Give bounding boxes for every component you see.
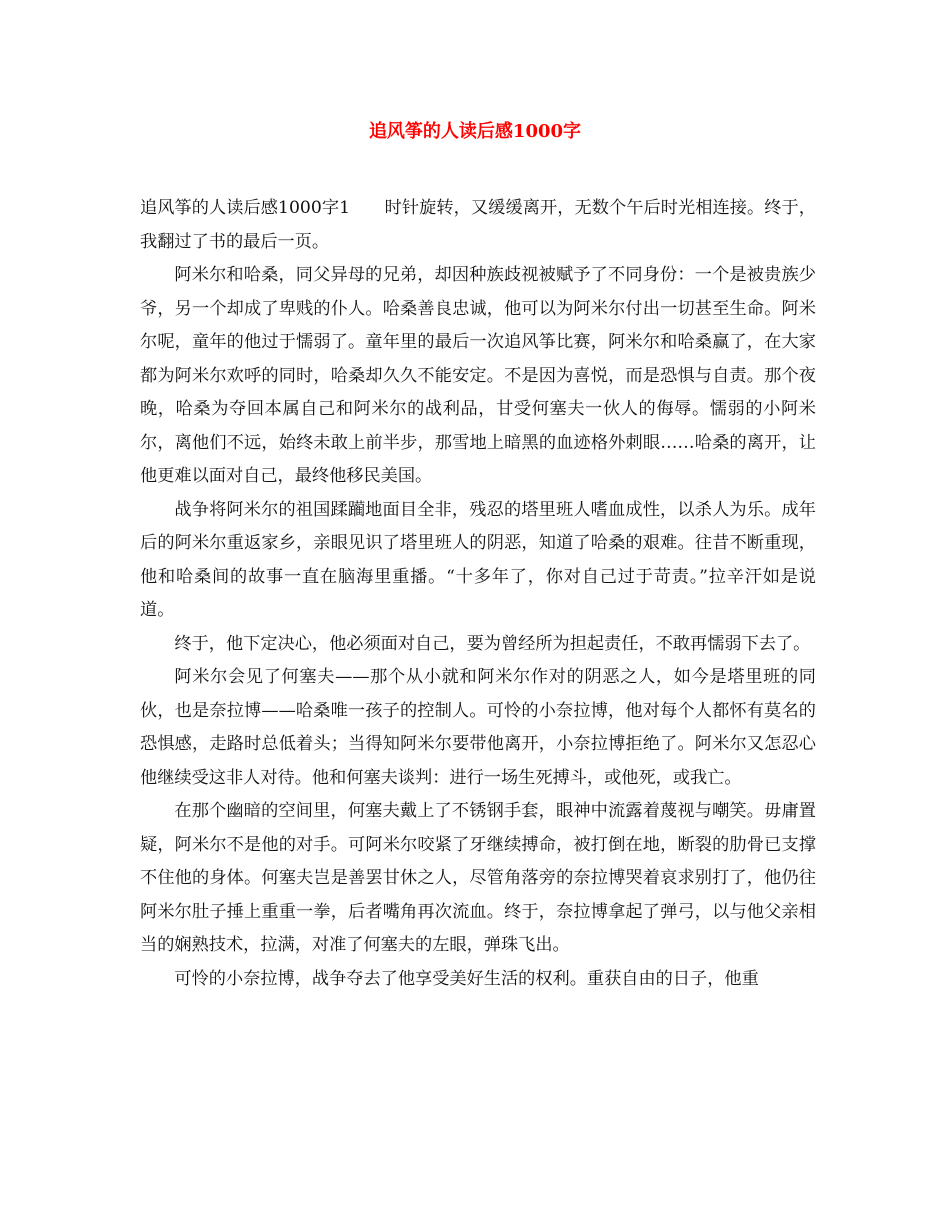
paragraph: 战争将阿米尔的祖国蹂躏地面目全非，残忍的塔里班人嗜血成性，以杀人为乐。成年后的阿米尔重返家乡，亲眼见识了塔里班人的阴恶，知道了哈桑的艰难。往昔不断重现，他和哈桑间的故事一直在脑海里重播。“十多年了，你对自己过于苛责。”拉辛汗如是说道。 (140, 499, 816, 620)
document-title: 追风筝的人读后感1000字 (368, 121, 582, 142)
paragraph: 阿米尔和哈桑，同父异母的兄弟，却因种族歧视被赋予了不同身份：一个是被贵族少爷，另一个却成了卑贱的仆人。哈桑善良忠诚，他可以为阿米尔付出一切甚至生命。阿米尔呢，童年的他过于懦弱了。童年里的最后一次追风筝比赛，阿米尔和哈桑赢了，在大家都为阿米尔欢呼的同时，哈桑却久久不能安定。不是因为喜悦，而是恐惧与自责。那个夜晚，哈桑为夺回本属自己和阿米尔的战利品，甘受何塞夫一伙人的侮辱。懦弱的小阿米尔，离他们不远，始终未敢上前半步，那雪地上暗黑的血迹格外刺眼……哈桑的离开，让他更难以面对自己，最终他移民美国。 (140, 265, 816, 486)
paragraph: 阿米尔会见了何塞夫——那个从小就和阿米尔作对的阴恶之人，如今是塔里班的同伙，也是奈拉博——哈桑唯一孩子的控制人。可怜的小奈拉博，他对每个人都怀有莫名的恐惧感，走路时总低着头；当得知阿米尔要带他离开，小奈拉博拒绝了。阿米尔又怎忍心他继续受这非人对待。他和何塞夫谈判：进行一场生死搏斗，或他死，或我亡。 (140, 667, 816, 788)
document-body (140, 192, 816, 996)
paragraph: 终于，他下定决心，他必须面对自己，要为曾经所为担起责任，不敢再懦弱下去了。 (174, 633, 811, 654)
paragraph: 在那个幽暗的空间里，何塞夫戴上了不锈钢手套，眼神中流露着蔑视与嘲笑。毋庸置疑，阿米尔不是他的对手。可阿米尔咬紧了牙继续搏命，被打倒在地，断裂的肋骨已支撑不住他的身体。何塞夫岂是善罢甘休之人，尽管角落旁的奈拉博哭着哀求别打了，他仍往阿米尔肚子捶上重重一拳，后者嘴角再次流血。终于，奈拉博拿起了弹弓，以与他父亲相当的娴熟技术，拉满，对准了何塞夫的左眼，弹珠飞出。 (140, 801, 816, 955)
paragraph: 可怜的小奈拉博，战争夺去了他享受美好生活的权利。重获自由的日子，他重 (174, 968, 759, 989)
paragraph: 追风筝的人读后感1000字1 时针旋转，又缓缓离开，无数个午后时光相连接。终于，我翻过了书的最后一页。 (140, 198, 816, 252)
